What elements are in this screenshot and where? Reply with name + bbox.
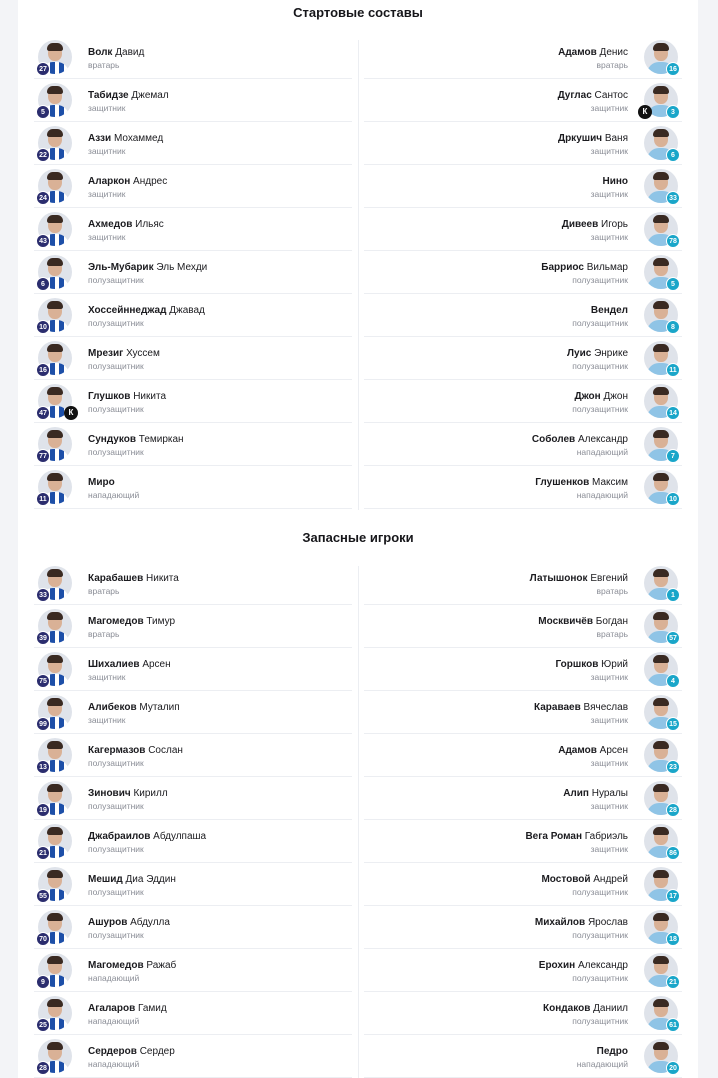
player-surname: Адамов xyxy=(558,47,597,58)
player-given-name: Габриэль xyxy=(584,831,628,842)
jersey-number-badge: 10 xyxy=(666,492,680,506)
player-name[interactable] xyxy=(88,90,169,101)
player-row[interactable] xyxy=(364,423,682,466)
player-position: защитник xyxy=(88,232,126,242)
player-position: полузащитник xyxy=(88,275,144,285)
starting-lineups-title: Стартовые составы xyxy=(293,5,423,20)
player-row[interactable] xyxy=(364,208,682,251)
player-position: нападающий xyxy=(88,490,140,500)
player-position: защитник xyxy=(88,672,126,682)
player-given-name: Сослан xyxy=(148,745,183,756)
player-position: нападающий xyxy=(88,1059,140,1069)
player-given-name: Вячеслав xyxy=(583,702,628,713)
player-row[interactable] xyxy=(364,863,682,906)
player-given-name: Давид xyxy=(115,47,145,58)
player-name[interactable] xyxy=(558,47,628,58)
player-surname: Алибеков xyxy=(88,702,137,713)
player-surname: Москвичёв xyxy=(538,616,593,627)
player-given-name: Александр xyxy=(577,434,628,445)
player-name[interactable] xyxy=(88,477,115,488)
player-name[interactable] xyxy=(88,831,206,842)
player-given-name: Диа Эддин xyxy=(125,874,176,885)
jersey-number-badge: 57 xyxy=(666,631,680,645)
player-surname: Ашуров xyxy=(88,917,128,928)
jersey-number-badge: 19 xyxy=(36,803,50,817)
player-surname: Соболев xyxy=(531,434,576,445)
player-position: полузащитник xyxy=(88,844,144,854)
player-position: защитник xyxy=(590,844,628,854)
player-surname: Вега Роман xyxy=(525,831,582,842)
player-given-name: Мохаммед xyxy=(113,133,164,144)
jersey-number-badge: 61 xyxy=(666,1018,680,1032)
jersey-number-badge: 14 xyxy=(666,406,680,420)
player-given-name: Энрике xyxy=(594,348,628,359)
player-row[interactable] xyxy=(34,820,352,863)
player-position: полузащитник xyxy=(88,361,144,371)
player-name[interactable] xyxy=(602,176,628,187)
player-surname: Аззи xyxy=(88,133,112,144)
player-surname: Аларкон xyxy=(88,176,131,187)
player-position: полузащитник xyxy=(572,361,628,371)
player-given-name: Нуралы xyxy=(591,788,628,799)
jersey-number-badge: 75 xyxy=(36,674,50,688)
player-name[interactable] xyxy=(88,434,184,445)
player-position: нападающий xyxy=(576,1059,628,1069)
player-given-name: Даниил xyxy=(593,1003,628,1014)
player-row[interactable] xyxy=(364,294,682,337)
player-given-name: Темиркан xyxy=(138,434,184,445)
player-position: защитник xyxy=(590,189,628,199)
player-row[interactable] xyxy=(34,423,352,466)
player-name[interactable] xyxy=(591,305,628,316)
jersey-number-badge: 21 xyxy=(666,975,680,989)
player-given-name: Евгений xyxy=(590,573,628,584)
jersey-number-badge: 5 xyxy=(36,105,50,119)
player-position: полузащитник xyxy=(572,404,628,414)
jersey-number-badge: 99 xyxy=(36,717,50,731)
jersey-number-badge: 16 xyxy=(36,363,50,377)
jersey-number-badge: 13 xyxy=(36,760,50,774)
player-name[interactable] xyxy=(558,133,628,144)
player-row[interactable] xyxy=(34,36,352,79)
player-surname: Эль-Мубарик xyxy=(88,262,154,273)
jersey-number-badge: 55 xyxy=(36,889,50,903)
jersey-number-badge: 23 xyxy=(666,760,680,774)
player-given-name: Сердер xyxy=(139,1046,175,1057)
captain-badge: К xyxy=(638,105,652,119)
player-given-name: Джавад xyxy=(169,305,205,316)
player-row[interactable] xyxy=(364,734,682,777)
player-name[interactable] xyxy=(535,917,628,928)
jersey-number-badge: 6 xyxy=(666,148,680,162)
player-surname: Педро xyxy=(596,1046,628,1057)
player-surname: Барриос xyxy=(541,262,584,273)
player-surname: Миро xyxy=(88,477,115,488)
player-position: полузащитник xyxy=(88,318,144,328)
player-name[interactable] xyxy=(534,702,628,713)
player-name[interactable] xyxy=(597,1046,628,1057)
player-surname: Михайлов xyxy=(534,917,586,928)
column-divider xyxy=(358,566,359,1078)
player-position: полузащитник xyxy=(88,801,144,811)
player-name[interactable] xyxy=(88,659,171,670)
player-row[interactable] xyxy=(364,648,682,691)
player-surname: Сердеров xyxy=(88,1046,137,1057)
player-row[interactable] xyxy=(364,949,682,992)
jersey-number-badge: 17 xyxy=(666,889,680,903)
jersey-number-badge: 7 xyxy=(666,449,680,463)
player-surname: Глушенков xyxy=(535,477,590,488)
player-given-name: Арсен xyxy=(599,745,628,756)
jersey-number-badge: 10 xyxy=(36,320,50,334)
lineups-page xyxy=(18,0,698,1078)
player-name[interactable] xyxy=(88,305,205,316)
player-name[interactable] xyxy=(88,391,166,402)
player-row[interactable] xyxy=(364,36,682,79)
player-row[interactable] xyxy=(364,337,682,380)
player-name[interactable] xyxy=(88,1003,167,1014)
player-given-name: Гамид xyxy=(138,1003,167,1014)
player-name[interactable] xyxy=(88,262,207,273)
player-name[interactable] xyxy=(88,1046,175,1057)
player-position: нападающий xyxy=(88,973,140,983)
player-given-name: Абдулпаша xyxy=(153,831,207,842)
player-given-name: Муталип xyxy=(139,702,180,713)
player-surname: Агаларов xyxy=(88,1003,136,1014)
player-name[interactable] xyxy=(88,917,170,928)
player-surname: Хоссейннеджад xyxy=(88,305,167,316)
player-given-name: Никита xyxy=(146,573,179,584)
player-position: вратарь xyxy=(88,586,120,596)
player-name[interactable] xyxy=(535,477,628,488)
jersey-number-badge: 15 xyxy=(666,717,680,731)
player-row[interactable] xyxy=(364,992,682,1035)
player-position: защитник xyxy=(88,103,126,113)
player-position: нападающий xyxy=(576,490,628,500)
player-surname: Сундуков xyxy=(88,434,136,445)
player-position: защитник xyxy=(590,715,628,725)
player-position: защитник xyxy=(590,801,628,811)
player-row[interactable] xyxy=(364,562,682,605)
player-row[interactable] xyxy=(34,605,352,648)
player-name[interactable] xyxy=(558,90,628,101)
player-row[interactable] xyxy=(34,777,352,820)
player-position: защитник xyxy=(590,146,628,156)
jersey-number-badge: 47 xyxy=(36,406,50,420)
jersey-number-badge: 28 xyxy=(36,1061,50,1075)
player-name[interactable] xyxy=(88,616,175,627)
player-name[interactable] xyxy=(88,219,164,230)
player-name[interactable] xyxy=(541,874,628,885)
player-position: полузащитник xyxy=(572,930,628,940)
jersey-number-badge: 8 xyxy=(666,320,680,334)
player-row[interactable] xyxy=(364,1035,682,1078)
player-given-name: Игорь xyxy=(601,219,628,230)
player-row[interactable] xyxy=(34,294,352,337)
player-row[interactable] xyxy=(364,777,682,820)
player-surname: Магомедов xyxy=(88,960,144,971)
player-row[interactable] xyxy=(34,691,352,734)
jersey-number-badge: 5 xyxy=(666,277,680,291)
player-position: вратарь xyxy=(596,586,628,596)
player-given-name: Андрес xyxy=(133,176,168,187)
player-name[interactable] xyxy=(556,659,628,670)
player-given-name: Александр xyxy=(577,960,628,971)
player-given-name: Кирилл xyxy=(133,788,168,799)
player-surname: Табидзе xyxy=(88,90,129,101)
player-row[interactable] xyxy=(364,79,682,122)
player-name[interactable] xyxy=(525,831,628,842)
player-position: вратарь xyxy=(596,60,628,70)
starting-away-list xyxy=(364,36,682,509)
player-position: полузащитник xyxy=(88,758,144,768)
player-row[interactable] xyxy=(364,251,682,294)
player-given-name: Богдан xyxy=(595,616,628,627)
jersey-number-badge: 16 xyxy=(666,62,680,76)
player-name[interactable] xyxy=(88,47,144,58)
player-row[interactable] xyxy=(364,165,682,208)
player-surname: Вендел xyxy=(590,305,628,316)
player-position: нападающий xyxy=(88,1016,140,1026)
jersey-number-badge: 78 xyxy=(666,234,680,248)
captain-badge: К xyxy=(64,406,78,420)
player-name[interactable] xyxy=(88,573,179,584)
player-given-name: Джемал xyxy=(131,90,169,101)
player-position: полузащитник xyxy=(572,973,628,983)
player-name[interactable] xyxy=(88,133,163,144)
player-name[interactable] xyxy=(530,573,628,584)
player-surname: Шихалиев xyxy=(88,659,140,670)
player-given-name: Абдулла xyxy=(130,917,170,928)
player-row[interactable] xyxy=(364,466,682,509)
player-name[interactable] xyxy=(575,391,628,402)
player-name[interactable] xyxy=(539,960,628,971)
player-row[interactable] xyxy=(34,251,352,294)
player-name[interactable] xyxy=(88,348,160,359)
player-row[interactable] xyxy=(364,605,682,648)
player-row[interactable] xyxy=(34,165,352,208)
player-surname: Джон xyxy=(574,391,601,402)
player-surname: Глушков xyxy=(88,391,131,402)
player-position: полузащитник xyxy=(572,275,628,285)
player-given-name: Ражаб xyxy=(146,960,177,971)
player-surname: Волк xyxy=(88,47,113,58)
player-surname: Мешид xyxy=(88,874,123,885)
player-given-name: Хуссем xyxy=(126,348,160,359)
player-position: защитник xyxy=(88,715,126,725)
jersey-number-badge: 28 xyxy=(666,803,680,817)
player-row[interactable] xyxy=(34,648,352,691)
player-given-name: Денис xyxy=(599,47,628,58)
player-row[interactable] xyxy=(34,208,352,251)
jersey-number-badge: 25 xyxy=(36,1018,50,1032)
player-name[interactable] xyxy=(558,745,628,756)
player-name[interactable] xyxy=(562,219,628,230)
jersey-number-badge: 27 xyxy=(36,62,50,76)
player-surname: Алип xyxy=(563,788,589,799)
player-surname: Дивеев xyxy=(561,219,599,230)
player-name[interactable] xyxy=(538,616,628,627)
player-row[interactable] xyxy=(34,337,352,380)
player-position: полузащитник xyxy=(572,318,628,328)
player-name[interactable] xyxy=(563,788,628,799)
player-name[interactable] xyxy=(88,874,176,885)
player-surname: Мрезиг xyxy=(88,348,124,359)
player-surname: Горшков xyxy=(555,659,599,670)
player-name[interactable] xyxy=(532,434,628,445)
jersey-number-badge: 4 xyxy=(666,674,680,688)
player-given-name: Эль Мехди xyxy=(156,262,208,273)
player-given-name: Андрей xyxy=(593,874,628,885)
player-surname: Ахмедов xyxy=(88,219,133,230)
jersey-number-badge: 20 xyxy=(666,1061,680,1075)
player-position: защитник xyxy=(88,189,126,199)
column-divider xyxy=(358,40,359,510)
player-given-name: Арсен xyxy=(142,659,171,670)
player-position: защитник xyxy=(590,232,628,242)
jersey-number-badge: 3 xyxy=(666,105,680,119)
player-position: нападающий xyxy=(576,447,628,457)
player-row[interactable] xyxy=(34,992,352,1035)
player-given-name: Юрий xyxy=(601,659,628,670)
player-surname: Караваев xyxy=(534,702,581,713)
substitutes-away-list xyxy=(364,562,682,1078)
player-position: защитник xyxy=(590,672,628,682)
jersey-number-badge: 33 xyxy=(36,588,50,602)
player-row[interactable] xyxy=(34,1035,352,1078)
player-surname: Карабашев xyxy=(88,573,144,584)
jersey-number-badge: 18 xyxy=(666,932,680,946)
player-position: защитник xyxy=(590,758,628,768)
jersey-number-badge: 43 xyxy=(36,234,50,248)
player-name[interactable] xyxy=(88,176,167,187)
player-name[interactable] xyxy=(88,788,168,799)
jersey-number-badge: 9 xyxy=(36,975,50,989)
jersey-number-badge: 22 xyxy=(36,148,50,162)
starting-home-list xyxy=(34,36,352,509)
substitutes-title: Запасные игроки xyxy=(302,530,414,545)
player-given-name: Максим xyxy=(592,477,628,488)
player-row[interactable] xyxy=(34,380,352,423)
jersey-number-badge: 11 xyxy=(666,363,680,377)
player-position: полузащитник xyxy=(572,887,628,897)
player-given-name: Никита xyxy=(133,391,167,402)
player-surname: Джабраилов xyxy=(88,831,151,842)
jersey-number-badge: 70 xyxy=(36,932,50,946)
player-given-name: Сантос xyxy=(594,90,628,101)
player-name[interactable] xyxy=(88,702,180,713)
player-given-name: Ваня xyxy=(604,133,628,144)
player-position: вратарь xyxy=(88,629,120,639)
player-surname: Нино xyxy=(602,176,628,187)
player-position: полузащитник xyxy=(88,404,144,414)
player-surname: Кондаков xyxy=(543,1003,591,1014)
player-position: полузащитник xyxy=(88,887,144,897)
player-row[interactable] xyxy=(34,562,352,605)
jersey-number-badge: 86 xyxy=(666,846,680,860)
player-surname: Дуглас xyxy=(557,90,592,101)
jersey-number-badge: 1 xyxy=(666,588,680,602)
player-surname: Магомедов xyxy=(88,616,144,627)
player-row[interactable] xyxy=(34,734,352,777)
player-position: полузащитник xyxy=(88,930,144,940)
player-position: полузащитник xyxy=(572,1016,628,1026)
player-surname: Ерохин xyxy=(538,960,576,971)
jersey-number-badge: 21 xyxy=(36,846,50,860)
player-row[interactable] xyxy=(34,79,352,122)
jersey-number-badge: 24 xyxy=(36,191,50,205)
player-surname: Дркушич xyxy=(557,133,603,144)
player-surname: Луис xyxy=(567,348,592,359)
player-row[interactable] xyxy=(34,122,352,165)
player-given-name: Джон xyxy=(603,391,628,402)
player-row[interactable] xyxy=(364,380,682,423)
player-row[interactable] xyxy=(34,949,352,992)
jersey-number-badge: 11 xyxy=(36,492,50,506)
jersey-number-badge: 6 xyxy=(36,277,50,291)
player-name[interactable] xyxy=(88,960,176,971)
player-name[interactable] xyxy=(88,745,183,756)
player-row[interactable] xyxy=(34,906,352,949)
player-surname: Кагермазов xyxy=(88,745,146,756)
player-row[interactable] xyxy=(364,906,682,949)
player-row[interactable] xyxy=(364,820,682,863)
player-position: полузащитник xyxy=(88,447,144,457)
player-row[interactable] xyxy=(364,122,682,165)
player-given-name: Ильяс xyxy=(135,219,164,230)
player-surname: Мостовой xyxy=(541,874,591,885)
player-given-name: Ярослав xyxy=(587,917,628,928)
player-name[interactable] xyxy=(567,348,628,359)
player-surname: Адамов xyxy=(558,745,597,756)
player-row[interactable] xyxy=(364,691,682,734)
player-name[interactable] xyxy=(541,262,628,273)
player-position: вратарь xyxy=(88,60,120,70)
player-position: защитник xyxy=(590,103,628,113)
player-row[interactable] xyxy=(34,863,352,906)
player-row[interactable] xyxy=(34,466,352,509)
player-surname: Латышонок xyxy=(529,573,588,584)
player-surname: Зинович xyxy=(88,788,131,799)
player-given-name: Тимур xyxy=(146,616,176,627)
substitutes-home-list xyxy=(34,562,352,1078)
player-name[interactable] xyxy=(543,1003,628,1014)
jersey-number-badge: 77 xyxy=(36,449,50,463)
player-position: защитник xyxy=(88,146,126,156)
jersey-number-badge: 33 xyxy=(666,191,680,205)
player-given-name: Вильмар xyxy=(586,262,628,273)
player-position: вратарь xyxy=(596,629,628,639)
jersey-number-badge: 39 xyxy=(36,631,50,645)
